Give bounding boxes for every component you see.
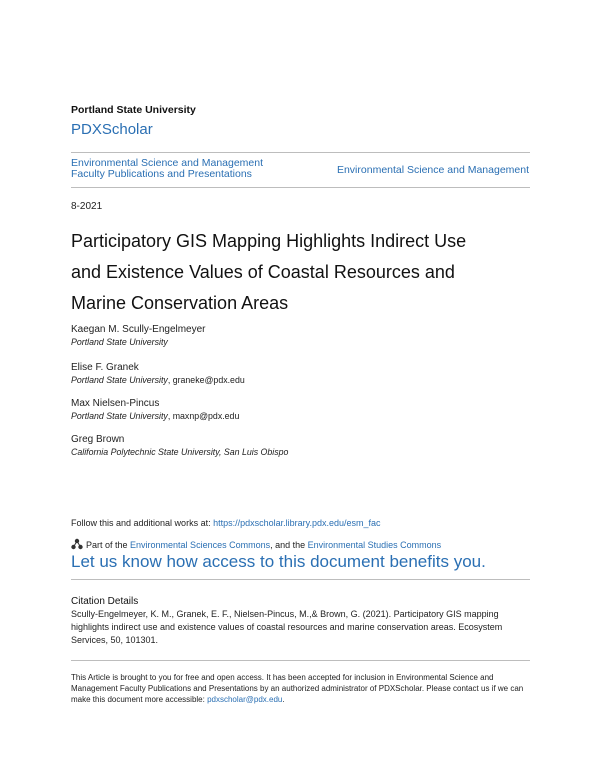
author-email: graneke@pdx.edu: [172, 375, 245, 385]
environmental-studies-commons-link[interactable]: Environmental Studies Commons: [307, 540, 442, 550]
citation-text: Scully-Engelmeyer, K. M., Granek, E. F., Nielsen-Pincus, M.,& Brown, G. (2021). Participatory GIS mapping highlights indirect use and existence values of coastal resources and marine conservation areas. Ecosystem Services, 50, 101301.: [71, 609, 503, 645]
title-line-1: Participatory GIS Mapping Highlights Indirect Use: [71, 231, 467, 251]
commons-network-icon: [71, 538, 83, 550]
feedback-link[interactable]: Let us know how access to this document benefits you.: [71, 552, 486, 571]
author-email: maxnp@pdx.edu: [172, 411, 240, 421]
collection-url-link[interactable]: https://pdxscholar.library.pdx.edu/esm_fac: [213, 518, 381, 528]
part-of-middle: , and the: [270, 540, 308, 550]
author-block: Max Nielsen-Pincus Portland State University, maxnp@pdx.edu: [71, 398, 240, 421]
author-name: Max Nielsen-Pincus: [71, 398, 160, 409]
contact-email-link[interactable]: pdxscholar@pdx.edu: [207, 695, 283, 704]
author-affiliation: California Polytechnic State University, San Luis Obispo: [71, 447, 289, 457]
environmental-sciences-commons-link[interactable]: Environmental Sciences Commons: [130, 540, 271, 550]
author-name: Kaegan M. Scully-Engelmeyer: [71, 324, 206, 335]
author-affiliation: Portland State University: [71, 375, 168, 385]
department-link[interactable]: Environmental Science and Management: [336, 164, 529, 176]
university-name: Portland State University: [71, 104, 196, 116]
part-of-prefix: Part of the: [86, 540, 131, 550]
author-block: [71, 323, 206, 349]
author-affiliation: Portland State University: [71, 337, 168, 347]
collection-line-2: Faculty Publications and Presentations: [71, 168, 252, 180]
author-name: Elise F. Granek: [71, 362, 139, 373]
article-title: [71, 226, 531, 319]
author-name: Greg Brown: [71, 434, 125, 445]
pdxscholar-link[interactable]: PDXScholar: [71, 121, 153, 138]
part-of-line: [71, 538, 441, 550]
footer-notice: [71, 672, 531, 705]
author-block: [71, 433, 288, 459]
collection-line-1: Environmental Science and Management: [71, 157, 264, 169]
title-line-3: Marine Conservation Areas: [71, 293, 289, 313]
follow-prefix: Follow this and additional works at:: [71, 518, 214, 528]
citation-heading: Citation Details: [71, 596, 139, 607]
divider: [71, 187, 530, 188]
footer-end: .: [282, 695, 285, 704]
publication-date: 8-2021: [71, 201, 103, 212]
footer-text: This Article is brought to you for free and open access. It has been accepted for inclusion in Environmental Science and Management Faculty Publications and Presentations by an authorized administrator of PDXScholar. Please contact us if we can make this document more accessible:: [71, 673, 524, 704]
title-line-2: and Existence Values of Coastal Resources and: [71, 262, 455, 282]
divider: [71, 579, 530, 580]
divider: [71, 660, 530, 661]
follow-line: [71, 518, 381, 528]
author-block: Elise F. Granek Portland State University, graneke@pdx.edu: [71, 362, 245, 385]
divider: [71, 152, 530, 153]
author-affiliation: Portland State University: [71, 411, 168, 421]
faculty-publications-link[interactable]: [71, 158, 301, 180]
